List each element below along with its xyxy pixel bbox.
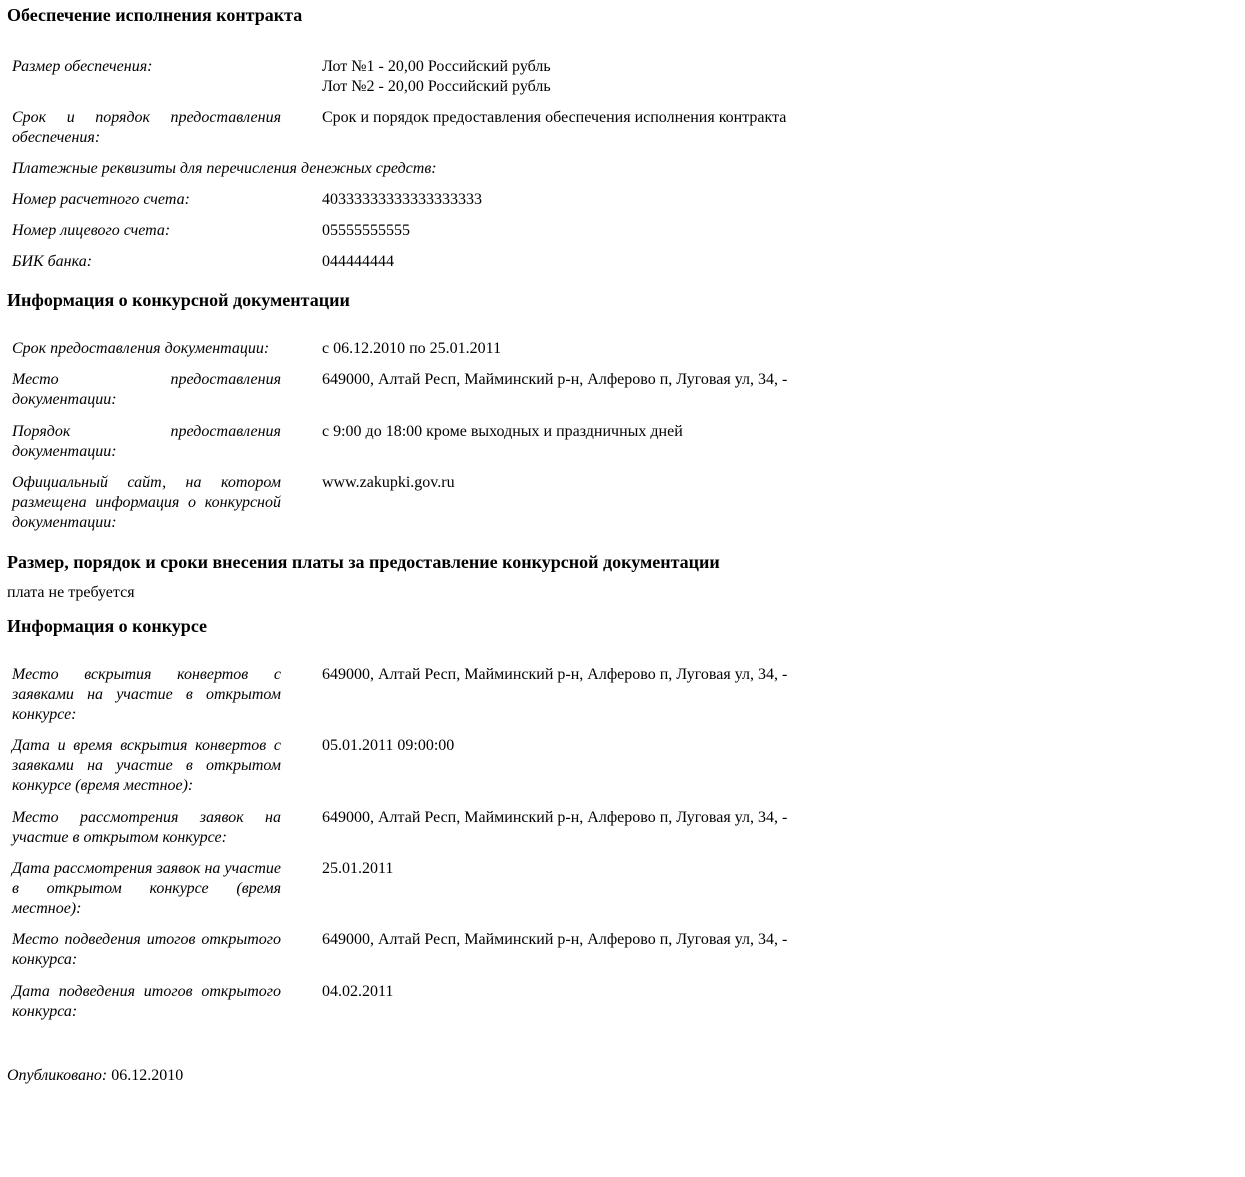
- contest-row-label: Дата рассмотрения заявок на участие в открытом конкурсе (время местное):: [12, 860, 281, 917]
- security-table: [12, 57, 922, 272]
- documentation-order-row: [12, 422, 922, 462]
- contest-table: [12, 665, 922, 1022]
- contest-heading: Информация о конкурсе: [7, 616, 208, 636]
- contest-row-label: Место рассмотрения заявок на участие в открытом конкурсе:: [12, 809, 281, 846]
- contest-row: [12, 930, 922, 970]
- documentation-place-label: Место предоставления документации:: [12, 371, 281, 408]
- contest-row-value: 649000, Алтай Респ, Майминский р-н, Алферово п, Луговая ул, 34, -: [322, 666, 788, 683]
- documentation-place-value: 649000, Алтай Респ, Майминский р-н, Алферово п, Луговая ул, 34, -: [322, 371, 788, 388]
- bik-label: БИК банка:: [12, 253, 93, 270]
- security-heading: Обеспечение исполнения контракта: [7, 5, 303, 25]
- settlement-account-label: Номер расчетного счета:: [12, 191, 190, 208]
- contest-row-value: 05.01.2011 09:00:00: [322, 737, 455, 754]
- contest-row: [12, 808, 922, 848]
- security-terms-row: [12, 108, 922, 148]
- published-date: 06.12.2010: [111, 1067, 184, 1084]
- contest-row-value: 04.02.2011: [322, 983, 394, 1000]
- documentation-period-label: Срок предоставления документации:: [12, 340, 270, 357]
- contest-row-label: Место подведения итогов открытого конкурса:: [12, 931, 281, 968]
- fee-text: плата не требуется: [7, 584, 135, 601]
- documentation-site-label: Официальный сайт, на котором размещена информация о конкурсной документации:: [12, 474, 281, 531]
- contest-row-label: Дата подведения итогов открытого конкурса:: [12, 983, 281, 1020]
- documentation-site-row: [12, 473, 922, 533]
- personal-account-label: Номер лицевого счета:: [12, 222, 171, 239]
- contest-row-label: Место вскрытия конвертов с заявками на участие в открытом конкурсе:: [12, 666, 281, 723]
- contest-row: [12, 736, 922, 796]
- contest-row: [12, 665, 922, 725]
- documentation-site-value: www.zakupki.gov.ru: [322, 474, 455, 491]
- contest-row-value: 649000, Алтай Респ, Майминский р-н, Алферово п, Луговая ул, 34, -: [322, 931, 788, 948]
- fee-heading: Размер, порядок и сроки внесения платы за предоставление конкурсной документации: [7, 552, 720, 572]
- settlement-account-row: [12, 190, 922, 210]
- contest-row: [12, 982, 922, 1022]
- contest-row-value: 649000, Алтай Респ, Майминский р-н, Алферово п, Луговая ул, 34, -: [322, 809, 788, 826]
- bik-value: 044444444: [322, 253, 394, 270]
- documentation-heading: Информация о конкурсной документации: [7, 290, 350, 310]
- bik-row: [12, 252, 922, 272]
- contest-row: [12, 859, 922, 919]
- security-amount-row: [12, 57, 922, 97]
- security-terms-label: Срок и порядок предоставления обеспечения:: [12, 109, 281, 146]
- personal-account-value: 05555555555: [322, 222, 410, 239]
- payment-details-row: [12, 159, 922, 179]
- contest-row-value: 25.01.2011: [322, 860, 394, 877]
- documentation-period-row: [12, 339, 922, 359]
- contest-row-label: Дата и время вскрытия конвертов с заявками на участие в открытом конкурсе (время местное):: [12, 737, 281, 794]
- published-line: [7, 1066, 1237, 1086]
- published-label: Опубликовано:: [7, 1067, 108, 1084]
- settlement-account-value: 40333333333333333333: [322, 191, 482, 208]
- security-terms-value: Срок и порядок предоставления обеспечения исполнения контракта: [322, 109, 787, 126]
- security-amount-line-1: Лот №1 - 20,00 Российский рубль: [322, 58, 551, 75]
- security-amount-label: Размер обеспечения:: [12, 58, 153, 75]
- personal-account-row: [12, 221, 922, 241]
- documentation-table: [12, 339, 922, 533]
- notice-page: [7, 4, 1237, 1086]
- payment-details-label: Платежные реквизиты для перечисления денежных средств:: [12, 160, 437, 177]
- documentation-order-value: с 9:00 до 18:00 кроме выходных и праздничных дней: [322, 423, 683, 440]
- documentation-period-value: с 06.12.2010 по 25.01.2011: [322, 340, 502, 357]
- documentation-place-row: [12, 370, 922, 410]
- documentation-order-label: Порядок предоставления документации:: [12, 423, 281, 460]
- security-amount-line-2: Лот №2 - 20,00 Российский рубль: [322, 78, 551, 95]
- security-amount-value: [322, 57, 922, 97]
